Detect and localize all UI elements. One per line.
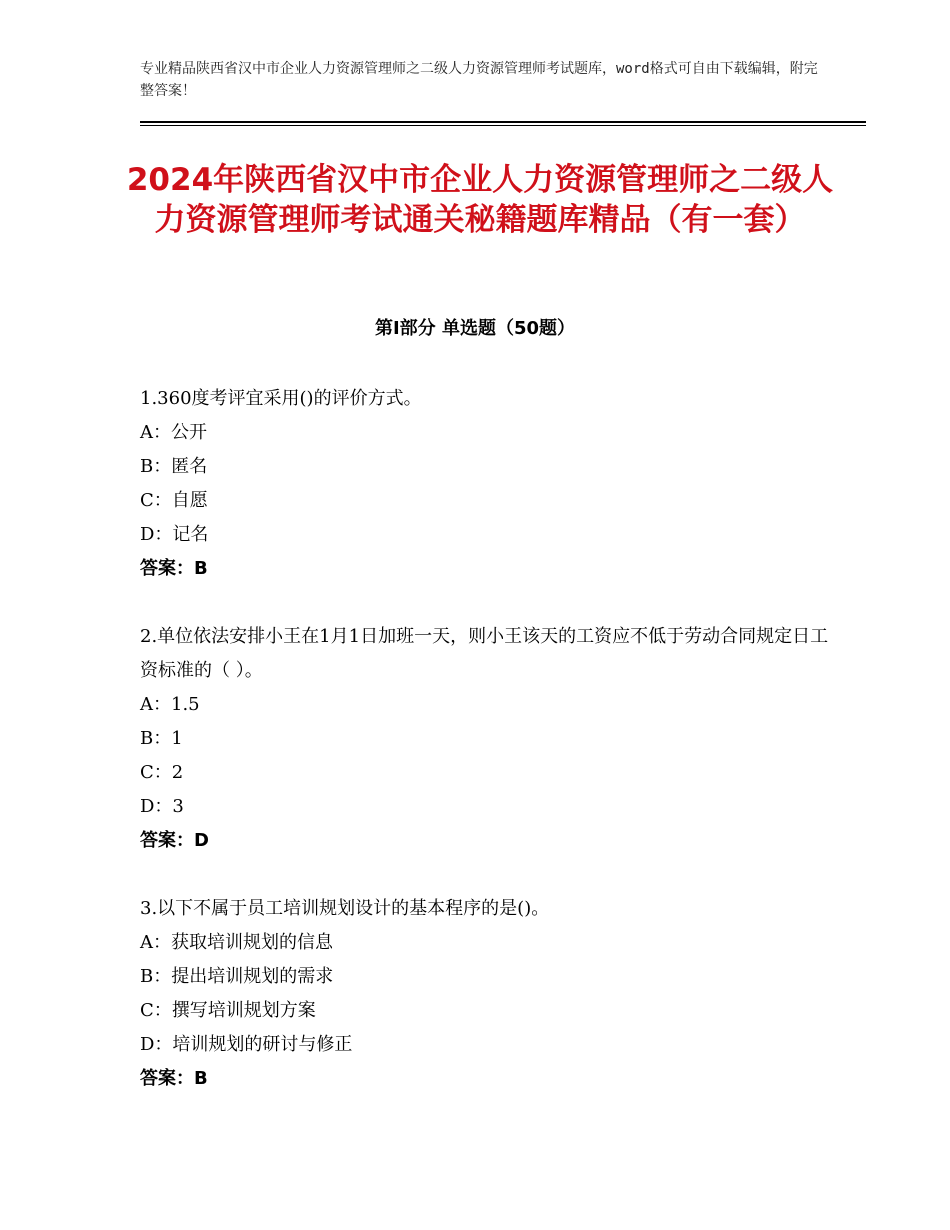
option-c: C：自愿 <box>140 490 208 511</box>
question-stem: 1.360度考评宜采用()的评价方式。 <box>140 388 422 409</box>
question-list <box>140 382 830 1130</box>
option-a: A：公开 <box>140 422 207 443</box>
question-stem: 3.以下不属于员工培训规划设计的基本程序的是()。 <box>140 898 550 919</box>
answer: 答案：B <box>140 1068 208 1089</box>
option-c: C：2 <box>140 762 184 783</box>
option-a: A：获取培训规划的信息 <box>140 932 333 953</box>
option-d: D：3 <box>140 796 184 817</box>
section-heading: 第Ⅰ部分 单选题（50题） <box>374 318 575 339</box>
question-2 <box>140 620 830 858</box>
header-note: 专业精品陕西省汉中市企业人力资源管理师之二级人力资源管理师考试题库，word格式可自由下载编辑，附完整答案！ <box>140 61 818 99</box>
option-b: B：提出培训规划的需求 <box>140 966 334 987</box>
document-title: 2024年陕西省汉中市企业人力资源管理师之二级人力资源管理师考试通关秘籍题库精品（有一套） <box>126 162 834 238</box>
option-d: D：培训规划的研讨与修正 <box>140 1034 353 1055</box>
option-b: B：匿名 <box>140 456 208 477</box>
option-a: A：1.5 <box>140 694 200 715</box>
option-c: C：撰写培训规划方案 <box>140 1000 316 1021</box>
answer: 答案：B <box>140 558 208 579</box>
option-b: B：1 <box>140 728 183 749</box>
header-rule-thin <box>140 125 866 126</box>
question-1 <box>140 382 830 586</box>
question-stem: 2.单位依法安排小王在1月1日加班一天，则小王该天的工资应不低于劳动合同规定日工资标准的（ ）。 <box>140 626 829 681</box>
header-rule-thick <box>140 121 866 123</box>
question-3 <box>140 892 830 1096</box>
option-d: D：记名 <box>140 524 209 545</box>
answer: 答案：D <box>140 830 209 851</box>
